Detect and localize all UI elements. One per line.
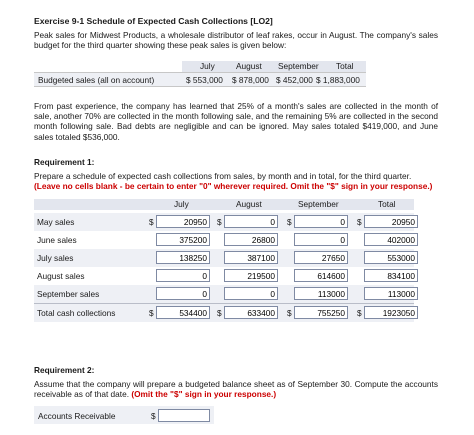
sales-budget-september-value: $ 452,000	[276, 75, 313, 85]
cash-collection-august-input[interactable]	[224, 269, 278, 282]
cash-collection-september-input[interactable]	[294, 287, 348, 300]
dollar-sign: $	[287, 217, 292, 227]
cash-collection-july-input[interactable]	[156, 251, 210, 264]
cash-collection-july-input[interactable]	[156, 215, 210, 228]
sales-budget-header-august: August	[236, 61, 262, 71]
cash-collection-september-input[interactable]	[294, 269, 348, 282]
schedule-header-bg	[34, 199, 414, 210]
cash-collection-september-input[interactable]	[294, 233, 348, 246]
cash-collection-august-input[interactable]	[224, 215, 278, 228]
dollar-sign: $	[217, 308, 222, 318]
dollar-sign: $	[287, 308, 292, 318]
cash-collection-august-input[interactable]	[224, 287, 278, 300]
past-experience-paragraph: From past experience, the company has learned that 25% of a month's sales are collected in the month of sale, another 70% are collected in the month following sale, and the remaining 5% are collected in the second month following sale. Bad debts are negligible and can be ignored. May sales totaled $419,000, and June sales totaled $536,000.	[34, 101, 438, 142]
requirement1-instruction: Prepare a schedule of expected cash collections from sales, by month and in total, for the third quarter.	[34, 171, 412, 181]
accounts-receivable-dollar: $	[151, 411, 156, 421]
requirement2-note: (Omit the "$" sign in your response.)	[131, 389, 277, 399]
dollar-sign: $	[357, 308, 362, 318]
requirement2-instruction: Assume that the company will prepare a budgeted balance sheet as of September 30. Compute the accounts receivable as of that date.	[34, 379, 438, 399]
total-july-input[interactable]	[156, 306, 210, 319]
schedule-header-july: July	[174, 199, 189, 209]
dollar-sign: $	[149, 217, 154, 227]
total-total-input[interactable]	[364, 306, 418, 319]
cash-collection-total-input[interactable]	[364, 287, 418, 300]
accounts-receivable-label: Accounts Receivable	[38, 411, 116, 421]
schedule-header-august: August	[236, 199, 262, 209]
sales-budget-header-september: September	[278, 61, 319, 71]
sales-budget-july-value: $ 553,000	[186, 75, 223, 85]
sales-budget-header-total: Total	[336, 61, 354, 71]
sales-budget-total-value: $ 1,883,000	[316, 75, 360, 85]
intro-paragraph: Peak sales for Midwest Products, a wholesale distributor of leaf rakes, occur in August. The company's sales budget for the third quarter showing these peak sales is given below:	[34, 30, 438, 51]
cash-collection-total-input[interactable]	[364, 251, 418, 264]
cash-collection-total-input[interactable]	[364, 233, 418, 246]
cash-collection-july-input[interactable]	[156, 233, 210, 246]
total-august-input[interactable]	[224, 306, 278, 319]
dollar-sign: $	[149, 308, 154, 318]
cash-collection-september-input[interactable]	[294, 251, 348, 264]
schedule-header-september: September	[298, 199, 339, 209]
sales-budget-row-label: Budgeted sales (all on account)	[38, 75, 155, 85]
schedule-row-label: August sales	[37, 271, 85, 281]
total-row-label: Total cash collections	[37, 308, 116, 318]
requirement2-heading: Requirement 2:	[34, 365, 95, 375]
cash-collection-august-input[interactable]	[224, 233, 278, 246]
requirement2-text	[34, 379, 438, 399]
accounts-receivable-input[interactable]	[158, 409, 210, 422]
schedule-row-label: September sales	[37, 289, 100, 299]
cash-collection-total-input[interactable]	[364, 215, 418, 228]
sales-budget-header-july: July	[200, 61, 215, 71]
exercise-title: Exercise 9-1 Schedule of Expected Cash Collections [LO2]	[34, 16, 273, 26]
cash-collection-september-input[interactable]	[294, 215, 348, 228]
schedule-row-label: July sales	[37, 253, 74, 263]
cash-collection-total-input[interactable]	[364, 269, 418, 282]
sales-budget-august-value: $ 878,000	[232, 75, 269, 85]
cash-collection-july-input[interactable]	[156, 269, 210, 282]
schedule-header-total: Total	[378, 199, 396, 209]
cash-collection-july-input[interactable]	[156, 287, 210, 300]
dollar-sign: $	[357, 217, 362, 227]
total-september-input[interactable]	[294, 306, 348, 319]
dollar-sign: $	[217, 217, 222, 227]
schedule-row-label: May sales	[37, 217, 75, 227]
schedule-row-label: June sales	[37, 235, 77, 245]
cash-collection-august-input[interactable]	[224, 251, 278, 264]
requirement1-note: (Leave no cells blank - be certain to enter "0" wherever required. Omit the "$" sign in your response.)	[34, 181, 433, 191]
requirement1-heading: Requirement 1:	[34, 157, 95, 167]
